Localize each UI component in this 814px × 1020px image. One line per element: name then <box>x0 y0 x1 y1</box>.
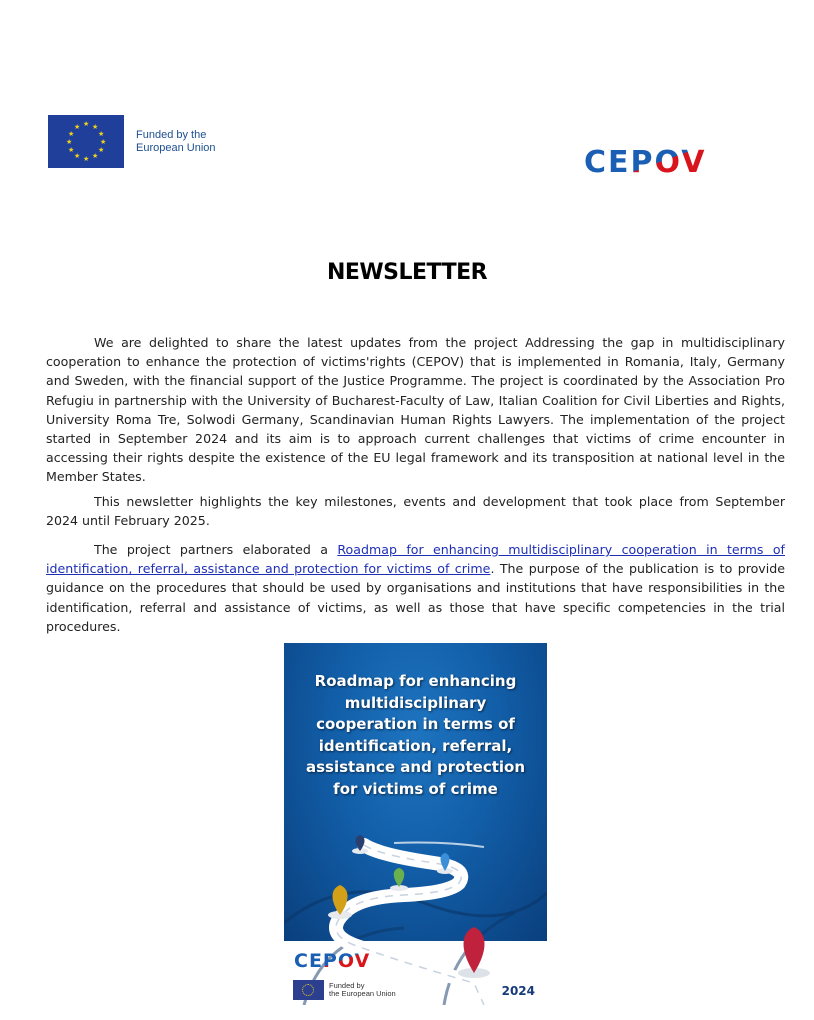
cover-eu-flag-icon <box>293 980 324 1000</box>
highlights-paragraph <box>46 492 785 530</box>
roadmap-text-after: . The purpose of the publication is to provide guidance on the procedures that should be used by organisations and institutions that have responsibilities in the identification, referral and assistance of victims, as well as those that have specific competencies in the trial procedures. <box>46 561 785 634</box>
highlights-text: This newsletter highlights the key milestones, events and development that took place from September 2024 until February 2025. <box>46 494 785 529</box>
eu-funding-line1: Funded by the <box>136 128 207 141</box>
cepov-logo: CEPOV <box>584 145 707 180</box>
eu-flag-icon: ★ ★ ★ ★ ★ ★ ★ ★ ★ ★ ★ ★ <box>48 115 124 168</box>
cover-eu-logo <box>293 980 396 1000</box>
cover-title: Roadmap for enhancing multidisciplinary cooperation in terms of identification, referral, assistance and protection for victims of crime <box>305 672 526 798</box>
intro-text: We are delighted to share the latest updates from the project Addressing the gap in multidisciplinary cooperation to enhance the protection of victims'rights (CEPOV) that is implemented in Romania, Italy, Germany and Sweden, with the financial support of the Justice Programme. The project is coordinated by the Association Pro Refugiu in partnership with the University of Bucharest-Faculty of Law, Italian Coalition for Civil Liberties and Rights, University Roma Tre, Solwodi Germany, Scandinavian Human Rights Lawyers. The implementation of the project started in September 2024 and its aim is to approach current challenges that victims of crime encounter in accessing their rights despite the existence of the EU legal framework and its transposition at national level in the Member States. <box>46 335 785 485</box>
cover-cepov-logo: CEPOV <box>294 950 371 972</box>
cover-year: 2024 <box>501 984 535 998</box>
roadmap-paragraph <box>46 540 785 636</box>
cover-background <box>284 643 547 941</box>
cover-eu-text <box>329 982 396 999</box>
eu-funding-logo <box>48 115 216 168</box>
roadmap-text-before: The project partners elaborated a <box>94 542 338 557</box>
cover-eu-line1: Funded by <box>329 980 365 990</box>
cover-eu-line2: the European Union <box>329 989 396 998</box>
eu-funding-text <box>136 129 216 155</box>
page-title: NEWSLETTER <box>326 260 488 285</box>
intro-paragraph <box>46 333 785 487</box>
roadmap-link[interactable]: Roadmap for enhancing multidisciplinary cooperation in terms of identification, referral, assistance and protection for victims of crime <box>46 542 785 577</box>
roadmap-cover-image <box>284 643 547 1005</box>
eu-funding-line2: European Union <box>136 141 216 154</box>
